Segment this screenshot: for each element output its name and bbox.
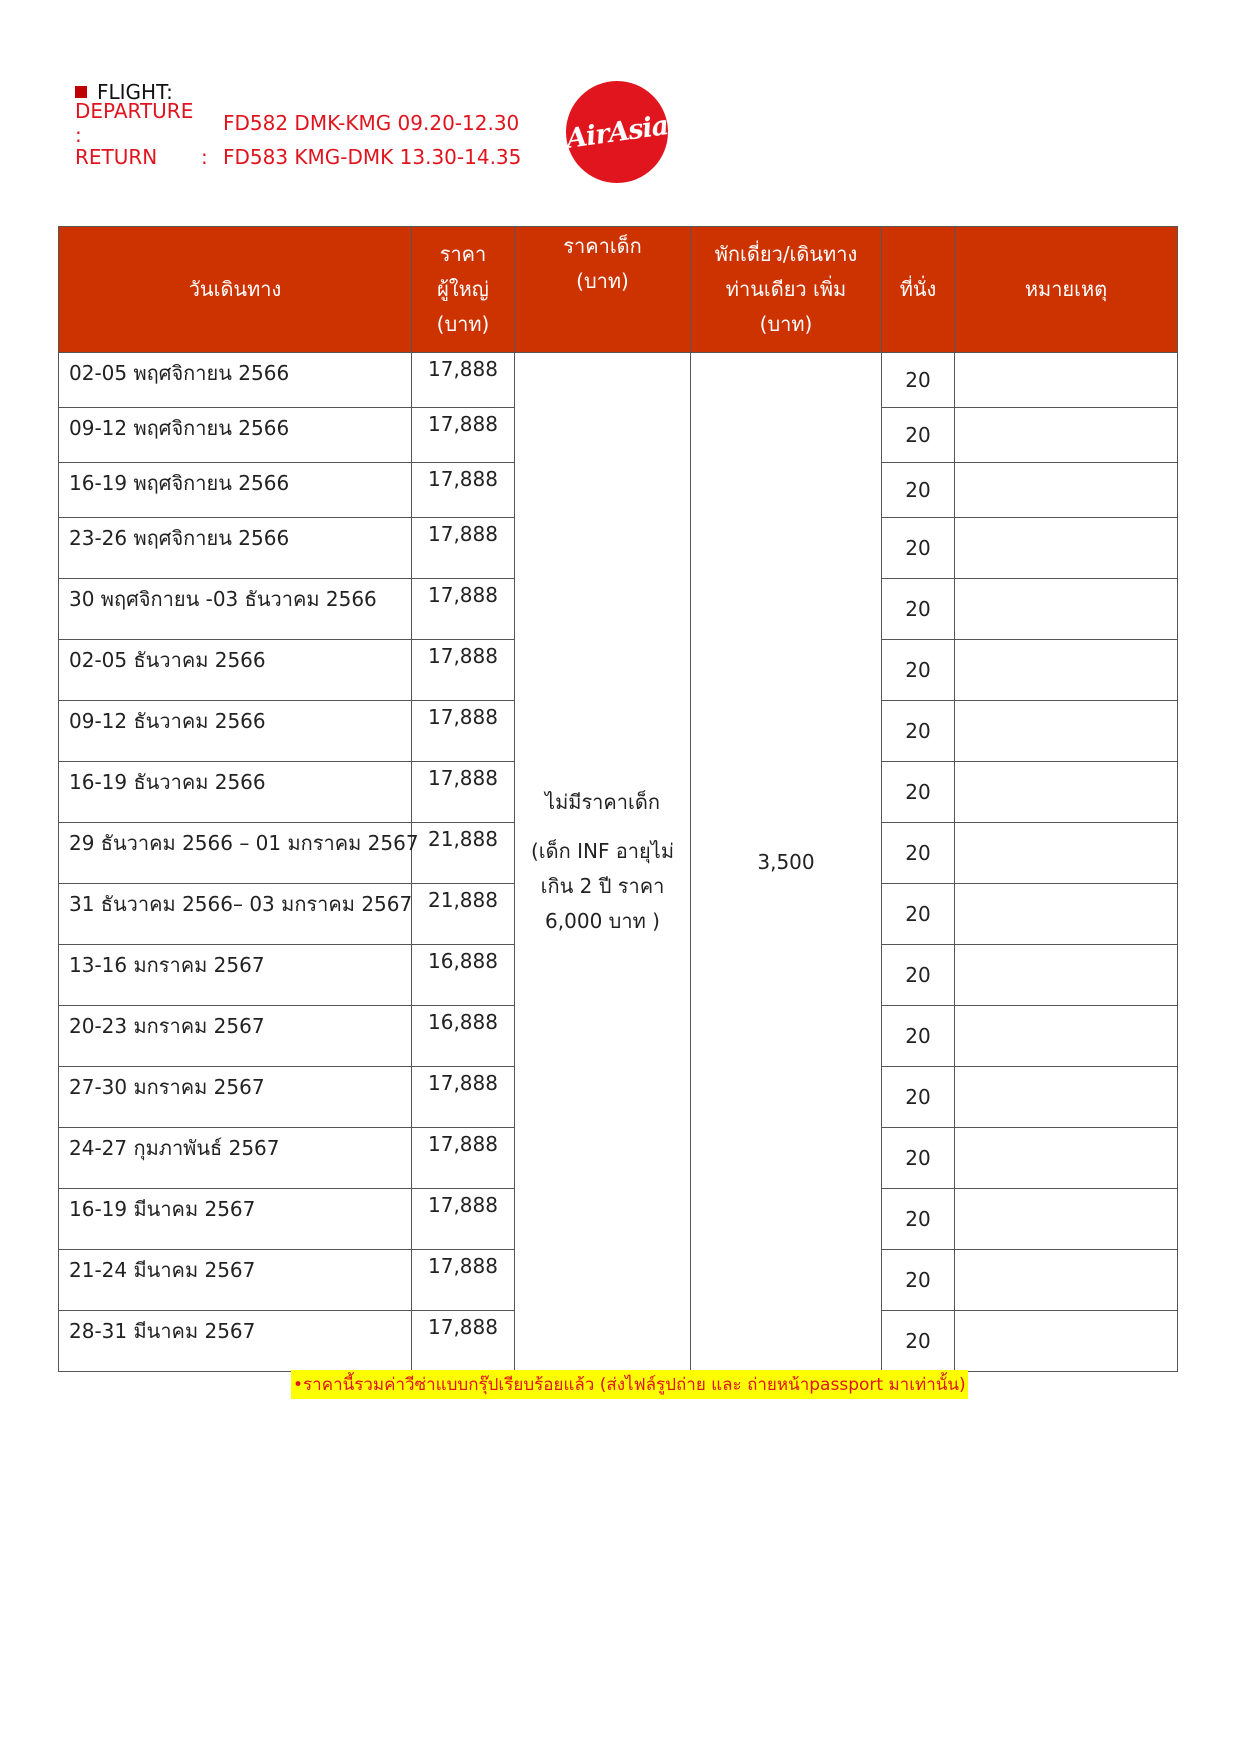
row-adult-price: 17,888 — [412, 1189, 515, 1250]
row-date: 29 ธันวาคม 2566 – 01 มกราคม 2567 — [59, 823, 412, 884]
departure-value: FD582 DMK-KMG 09.20-12.30 — [223, 111, 520, 135]
row-date: 21-24 มีนาคม 2567 — [59, 1250, 412, 1311]
row-date: 13-16 มกราคม 2567 — [59, 945, 412, 1006]
row-seats: 20 — [882, 463, 955, 518]
return-line — [75, 140, 521, 174]
header-single-supplement: พักเดี่ยว/เดินทาง ท่านเดียว เพิ่ม (บาท) — [691, 227, 882, 353]
row-adult-price: 17,888 — [412, 353, 515, 408]
row-seats: 20 — [882, 945, 955, 1006]
row-seats: 20 — [882, 353, 955, 408]
table-row — [59, 353, 1178, 408]
row-adult-price: 17,888 — [412, 1311, 515, 1372]
row-remark — [955, 640, 1178, 701]
row-seats: 20 — [882, 1067, 955, 1128]
row-remark — [955, 579, 1178, 640]
row-adult-price: 16,888 — [412, 945, 515, 1006]
row-remark — [955, 518, 1178, 579]
airasia-logo — [566, 81, 668, 183]
row-date: 23-26 พฤศจิกายน 2566 — [59, 518, 412, 579]
row-adult-price: 17,888 — [412, 463, 515, 518]
row-remark — [955, 1006, 1178, 1067]
row-date: 16-19 พฤศจิกายน 2566 — [59, 463, 412, 518]
airasia-logo-text: AirAsia — [564, 109, 670, 155]
row-remark — [955, 762, 1178, 823]
row-seats: 20 — [882, 518, 955, 579]
header-adult-price: ราคา ผู้ใหญ่ (บาท) — [412, 227, 515, 353]
row-date: 27-30 มกราคม 2567 — [59, 1067, 412, 1128]
child-note-line: เกิน 2 ปี ราคา — [540, 874, 665, 898]
flight-heading-text: FLIGHT: — [97, 80, 173, 104]
row-date: 31 ธันวาคม 2566– 03 มกราคม 2567 — [59, 884, 412, 945]
row-adult-price: 17,888 — [412, 1128, 515, 1189]
row-remark — [955, 1311, 1178, 1372]
row-remark — [955, 1128, 1178, 1189]
row-seats: 20 — [882, 1006, 955, 1067]
row-date: 02-05 พฤศจิกายน 2566 — [59, 353, 412, 408]
row-seats: 20 — [882, 1250, 955, 1311]
row-adult-price: 21,888 — [412, 823, 515, 884]
row-seats: 20 — [882, 640, 955, 701]
table-header-row — [59, 227, 1178, 353]
bullet-square-icon — [75, 86, 87, 98]
row-adult-price: 21,888 — [412, 884, 515, 945]
row-date: 20-23 มกราคม 2567 — [59, 1006, 412, 1067]
row-seats: 20 — [882, 408, 955, 463]
row-date: 16-19 มีนาคม 2567 — [59, 1189, 412, 1250]
row-adult-price: 16,888 — [412, 1006, 515, 1067]
row-date: 09-12 ธันวาคม 2566 — [59, 701, 412, 762]
header-child-price: ราคาเด็ก (บาท) — [515, 227, 691, 353]
return-value: FD583 KMG-DMK 13.30-14.35 — [223, 145, 522, 169]
header-seats: ที่นั่ง — [882, 227, 955, 353]
row-remark — [955, 823, 1178, 884]
child-price-note — [515, 353, 691, 1372]
row-adult-price: 17,888 — [412, 701, 515, 762]
price-table — [58, 226, 1178, 1372]
row-adult-price: 17,888 — [412, 1067, 515, 1128]
row-date: 30 พฤศจิกายน -03 ธันวาคม 2566 — [59, 579, 412, 640]
row-remark — [955, 1067, 1178, 1128]
row-remark — [955, 408, 1178, 463]
return-colon: : — [201, 145, 208, 169]
row-remark — [955, 463, 1178, 518]
row-date: 28-31 มีนาคม 2567 — [59, 1311, 412, 1372]
row-seats: 20 — [882, 1189, 955, 1250]
row-remark — [955, 1189, 1178, 1250]
child-note-line: 6,000 บาท ) — [545, 909, 660, 933]
single-supplement-price: 3,500 — [691, 353, 882, 1372]
row-date: 02-05 ธันวาคม 2566 — [59, 640, 412, 701]
row-date: 09-12 พฤศจิกายน 2566 — [59, 408, 412, 463]
row-seats: 20 — [882, 823, 955, 884]
row-seats: 20 — [882, 579, 955, 640]
row-remark — [955, 945, 1178, 1006]
row-date: 16-19 ธันวาคม 2566 — [59, 762, 412, 823]
row-seats: 20 — [882, 762, 955, 823]
return-label: RETURN — [75, 145, 158, 169]
row-seats: 20 — [882, 701, 955, 762]
header-remark: หมายเหตุ — [955, 227, 1178, 353]
row-seats: 20 — [882, 1128, 955, 1189]
row-remark — [955, 884, 1178, 945]
row-adult-price: 17,888 — [412, 1250, 515, 1311]
row-adult-price: 17,888 — [412, 579, 515, 640]
child-note-line: ไม่มีราคาเด็ก — [545, 790, 660, 814]
row-adult-price: 17,888 — [412, 640, 515, 701]
child-note-line: (เด็ก INF อายุไม่ — [530, 839, 675, 863]
visa-note: •ราคานี้รวมค่าวีซ่าแบบกรุ๊ปเรียบร้อยแล้ว (ส่งไฟล์รูปถ่าย และ ถ่ายหน้าpassport มาเท่านั้น) — [291, 1370, 968, 1399]
row-remark — [955, 701, 1178, 762]
row-adult-price: 17,888 — [412, 762, 515, 823]
row-remark — [955, 1250, 1178, 1311]
flight-info — [75, 78, 521, 174]
row-adult-price: 17,888 — [412, 408, 515, 463]
row-seats: 20 — [882, 1311, 955, 1372]
row-date: 24-27 กุมภาพันธ์ 2567 — [59, 1128, 412, 1189]
row-seats: 20 — [882, 884, 955, 945]
departure-label: DEPARTURE : — [75, 99, 194, 147]
header-date: วันเดินทาง — [59, 227, 412, 353]
departure-line — [75, 99, 521, 147]
row-adult-price: 17,888 — [412, 518, 515, 579]
row-remark — [955, 353, 1178, 408]
